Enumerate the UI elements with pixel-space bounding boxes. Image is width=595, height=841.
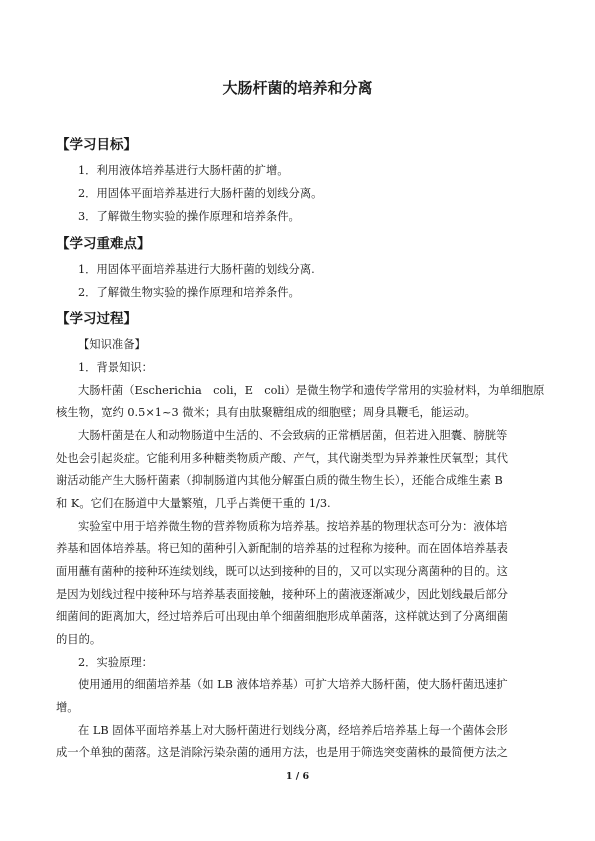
process-heading: 【学习过程】 (56, 311, 137, 327)
background-label: 1．背景知识： (78, 361, 153, 374)
principle-label: 2．实验原理： (78, 656, 153, 669)
key-point-item: 2．了解微生物实验的操作原理和培养条件。 (78, 286, 300, 299)
prep-label: 【知识准备】 (78, 338, 146, 351)
paragraph-line: 处也会引起炎症。它能利用多种糖类物质产酸、产气，其代谢类型为异养兼性厌氧型；其代 (56, 452, 508, 465)
key-point-item: 1．用固体平面培养基进行大肠杆菌的划线分离. (78, 263, 315, 276)
paragraph-line: 大肠杆菌是在人和动物肠道中生活的、不会致病的正常栖居菌，但若进入胆囊、膀胱等 (78, 429, 508, 442)
page-title: 大肠杆菌的培养和分离 (222, 79, 373, 97)
goal-item: 1．利用液体培养基进行大肠杆菌的扩增。 (78, 164, 289, 177)
paragraph-line: 成一个单独的菌落。这是消除污染杂菌的通用方法，也是用于筛选突变菌株的最简便方法之 (56, 746, 508, 759)
goals-heading: 【学习目标】 (56, 137, 137, 153)
paragraph-line: 增。 (56, 701, 79, 714)
paragraph-line: 细菌间的距离加大，经过培养后可出现由单个细菌细胞形成单菌落，这样就达到了分离细菌 (56, 610, 508, 623)
paragraph-line: 养基和固体培养基。将已知的菌种引入新配制的培养基的过程称为接种。而在固体培养基表 (56, 542, 508, 555)
paragraph-line: 核生物，宽约 0.5×1~3 微米；具有由肽聚糖组成的细胞壁；周身具鞭毛，能运动。 (56, 406, 476, 419)
key-points-heading: 【学习重难点】 (56, 236, 151, 252)
page-number: 1 / 6 (285, 771, 310, 782)
paragraph-line: 是因为划线过程中接种环与培养基表面接触，接种环上的菌液逐渐减少，因此划线最后部分 (56, 588, 508, 601)
goal-item: 2．用固体平面培养基进行大肠杆菌的划线分离。 (78, 187, 323, 200)
paragraph-line: 使用通用的细菌培养基（如 LB 液体培养基）可扩大培养大肠杆菌，使大肠杆菌迅速扩 (78, 678, 508, 691)
paragraph-line: 大肠杆菌（Escherichia coli，E coli）是微生物学和遗传学常用的实验材料，为单细胞原 (78, 384, 545, 397)
goal-item: 3．了解微生物实验的操作原理和培养条件。 (78, 210, 300, 223)
paragraph-line: 的目的。 (56, 633, 102, 646)
paragraph-line: 面用蘸有菌种的接种环连续划线，既可以达到接种的目的，又可以实现分离菌种的目的。这 (56, 565, 508, 578)
paragraph-line: 在 LB 固体平面培养基上对大肠杆菌进行划线分离，经培养后培养基上每一个菌体会形 (78, 724, 508, 737)
paragraph-line: 和 K。它们在肠道中大量繁殖，几乎占粪便干重的 1/3. (56, 497, 331, 510)
paragraph-line: 实验室中用于培养微生物的营养物质称为培养基。按培养基的物理状态可分为：液体培 (78, 520, 508, 533)
paragraph-line: 谢活动能产生大肠杆菌素（抑制肠道内其他分解蛋白质的微生物生长），还能合成维生素 B (56, 474, 503, 487)
